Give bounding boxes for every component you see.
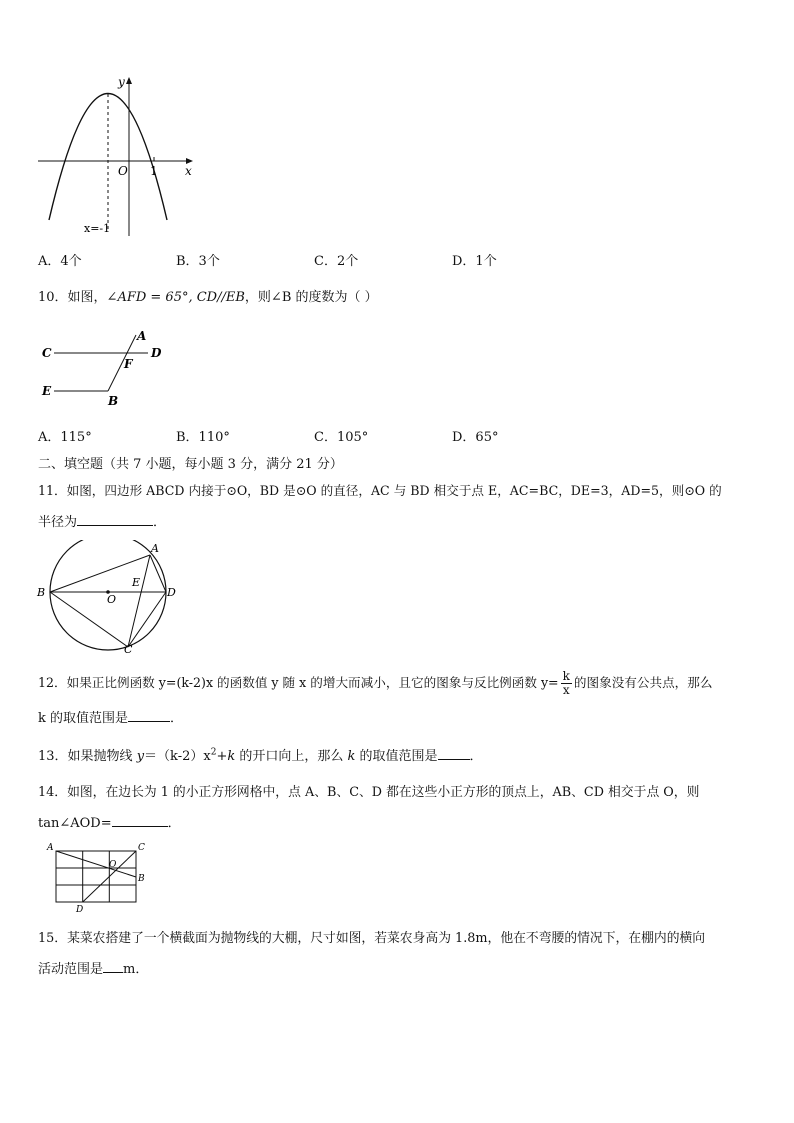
circle-figure <box>36 540 186 654</box>
origin-label: O <box>118 164 128 178</box>
q14-line-2 <box>38 812 181 831</box>
q15-line-1: 15．某菜农搭建了一个横截面为抛物线的大棚，尺寸如图，若菜农身高为 1.8m，他在不弯腰的情况下，在棚内的横向 <box>38 931 706 946</box>
q13-text-f: ． <box>469 749 483 764</box>
label-a: A <box>151 542 159 555</box>
chord-cd <box>128 592 166 647</box>
chord-bc <box>50 592 128 647</box>
q12-frac-numerator: k <box>562 669 570 683</box>
q10-options <box>38 426 738 444</box>
q11-line-2 <box>38 511 166 530</box>
q12-text-d: ． <box>170 711 184 726</box>
q13-text-b: ＝（k-2）x <box>144 749 211 764</box>
one-label: 1 <box>150 164 158 178</box>
q9-option-b[interactable]: B．3个 <box>176 254 220 269</box>
q13-exponent: 2 <box>210 747 217 758</box>
q12-text-b: 的图象没有公共点，那么 <box>573 675 713 690</box>
label-c: C <box>124 643 133 654</box>
q14-text-a: tan∠AOD= <box>38 816 112 831</box>
chord-ac <box>128 555 150 647</box>
label-c: C <box>42 346 52 360</box>
q12-answer-blank[interactable] <box>128 709 170 722</box>
q12-fraction <box>561 670 572 697</box>
q13-answer-blank[interactable] <box>438 747 470 760</box>
q15-answer-blank[interactable] <box>103 960 123 973</box>
q11-text-b: ． <box>153 515 167 530</box>
label-b: B <box>138 874 145 884</box>
label-a: A <box>137 329 147 343</box>
label-c: C <box>138 843 145 853</box>
q10-option-a[interactable]: A．115° <box>38 430 92 445</box>
q10-option-d[interactable]: D．65° <box>452 430 499 445</box>
label-b: B <box>37 586 46 599</box>
label-f: F <box>124 357 133 371</box>
symmetry-axis-label: x=-1 <box>84 222 111 235</box>
x-axis-label: x <box>185 164 192 178</box>
q12-text-a: 12．如果正比例函数 y=(k-2)x 的函数值 y 随 x 的增大而减小，且它的图象与反比例函数 y= <box>38 675 559 690</box>
q15-line-2 <box>38 958 148 977</box>
q13-text-d: 的开口向上，那么 <box>235 749 348 764</box>
grid-lines <box>56 851 136 902</box>
q11-text-a: 半径为 <box>38 515 78 530</box>
q10-option-b[interactable]: B．110° <box>176 430 230 445</box>
y-axis-arrow <box>126 77 132 84</box>
y-axis-label: y <box>118 75 125 89</box>
grid-figure <box>42 840 154 916</box>
q10-question <box>38 286 378 305</box>
q15-text-b: m． <box>123 962 149 977</box>
q10-option-c[interactable]: C．105° <box>314 430 369 445</box>
q13-text-a: 13．如果抛物线 <box>38 749 137 764</box>
q12-line-2 <box>38 707 183 726</box>
parallel-lines-figure <box>38 326 178 410</box>
segment-ab <box>56 851 136 877</box>
section-2-title: 二、填空题（共 7 小题，每小题 3 分，满分 21 分） <box>38 457 343 472</box>
q10-text-b: ，则∠B 的度数为（ ） <box>244 290 378 305</box>
q13-y-var: y <box>136 749 145 764</box>
q9-option-d[interactable]: D．1个 <box>452 254 497 269</box>
label-d: D <box>76 905 84 915</box>
label-a: A <box>47 843 54 853</box>
q9-options <box>38 250 738 268</box>
q14-line-1: 14．如图，在边长为 1 的小正方形网格中，点 A、B、C、D 都在这些小正方形的顶点上，AB、CD 相交于点 O，则 <box>38 785 700 800</box>
q11-line-1: 11．如图，四边形 ABCD 内接于⊙O，BD 是⊙O 的直径，AC 与 BD 相交于点 E，AC=BC，DE=3，AD=5，则⊙O 的 <box>38 483 722 498</box>
label-d: D <box>151 346 162 360</box>
label-o: O <box>109 860 117 870</box>
q9-option-c[interactable]: C．2个 <box>314 254 359 269</box>
q12-text-c: k 的取值范围是 <box>38 711 129 726</box>
q15-text-a: 活动范围是 <box>38 962 104 977</box>
q10-formula: ∠AFD = 65°, CD//EB <box>106 290 245 305</box>
label-e: E <box>42 384 52 398</box>
parabola-figure <box>36 72 206 242</box>
q14-text-b: ． <box>167 816 181 831</box>
label-o: O <box>107 593 117 606</box>
label-e: E <box>132 576 141 589</box>
label-b: B <box>108 394 119 408</box>
q12-frac-denominator: x <box>562 683 570 697</box>
q11-answer-blank[interactable] <box>77 513 153 526</box>
q13-text-e: 的取值范围是 <box>355 749 438 764</box>
label-d: D <box>167 586 176 599</box>
q13-question <box>38 745 483 764</box>
q14-answer-blank[interactable] <box>112 814 168 827</box>
q13-k-var: k <box>347 749 356 764</box>
q12-line-1 <box>38 670 712 697</box>
q13-text-c: +k <box>216 749 236 764</box>
q9-option-a[interactable]: A．4个 <box>38 254 82 269</box>
q10-text-a: 10．如图， <box>38 290 107 305</box>
